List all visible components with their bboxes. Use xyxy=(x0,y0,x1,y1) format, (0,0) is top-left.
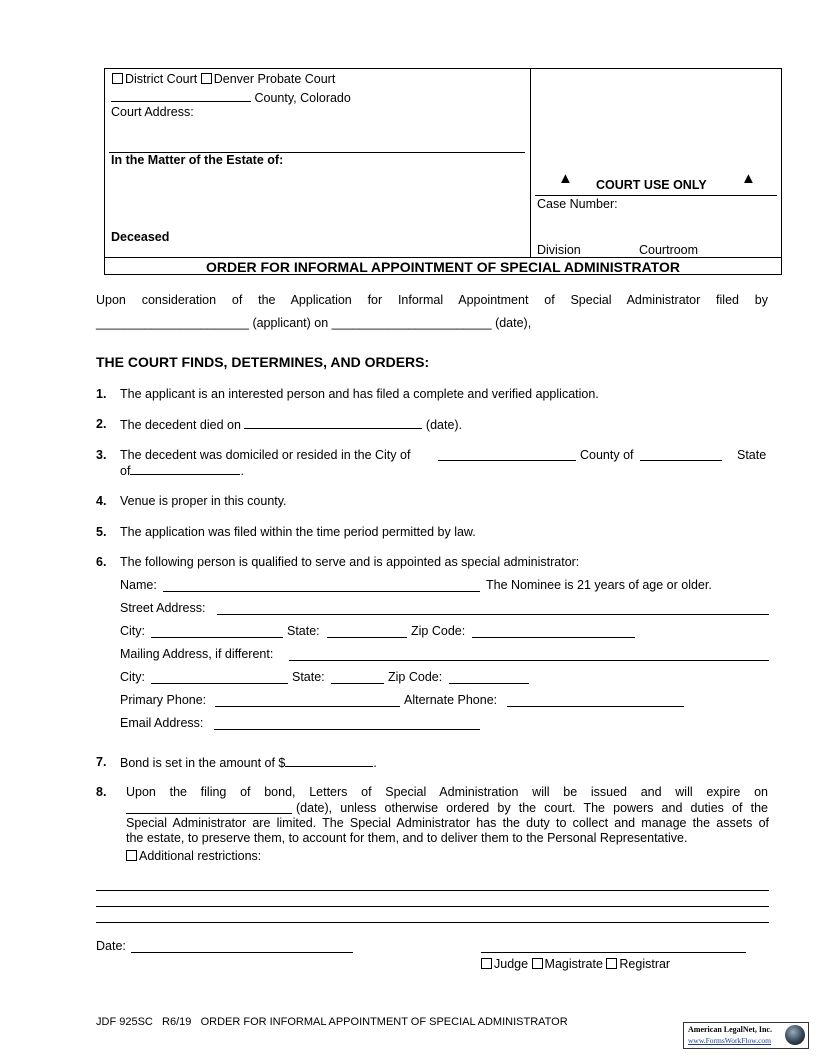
item-3-number: 3. xyxy=(96,448,107,462)
left-arrow-icon: ▲ xyxy=(558,170,573,187)
state-label: State xyxy=(737,448,767,462)
mailing-city-label: City: xyxy=(120,670,145,684)
signature-date-field[interactable] xyxy=(131,952,353,953)
restrictions-line-3[interactable] xyxy=(96,922,769,923)
item-4-number: 4. xyxy=(96,494,107,508)
courtroom-label: Courtroom xyxy=(639,243,699,257)
mailing-zip-field[interactable] xyxy=(449,683,529,684)
case-number-label: Case Number: xyxy=(537,197,618,211)
magistrate-checkbox[interactable] xyxy=(532,958,543,969)
applicant-blank[interactable]: ______________________ xyxy=(96,316,249,330)
item-7-number: 7. xyxy=(96,755,107,769)
alternate-phone-label: Alternate Phone: xyxy=(404,693,498,707)
division-label: Division xyxy=(537,243,581,257)
document-title: ORDER FOR INFORMAL APPOINTMENT OF SPECIAL ADMINISTRATOR xyxy=(206,259,680,275)
additional-restrictions-label: Additional restrictions: xyxy=(139,849,262,863)
item-5-text: The application was filed within the time period permitted by law. xyxy=(120,525,476,539)
denver-probate-court-checkbox[interactable] xyxy=(201,73,212,84)
mailing-address-field[interactable] xyxy=(289,660,769,661)
item-1-text: The applicant is an interested person and has filed a complete and verified application. xyxy=(120,387,599,401)
restrictions-line-1[interactable] xyxy=(96,890,769,891)
item-2-text: The decedent died on xyxy=(120,418,241,432)
county-field[interactable] xyxy=(111,90,251,102)
district-court-checkbox[interactable] xyxy=(112,73,123,84)
item-8-line-2: (date), unless otherwise ordered by the court. The powers and duties of the xyxy=(296,801,768,815)
denver-probate-court-label: Denver Probate Court xyxy=(213,72,336,86)
nominee-name-label: Name: xyxy=(120,578,157,592)
judge-checkbox[interactable] xyxy=(481,958,492,969)
logo-website: www.FormsWorkFlow.com xyxy=(688,1036,772,1045)
street-address-label: Street Address: xyxy=(120,601,206,615)
date-label: Date: xyxy=(96,939,126,953)
form-id: JDF 925SC xyxy=(96,1016,153,1028)
form-revision: R6/19 xyxy=(162,1016,192,1028)
item-3-text: The decedent was domiciled or resided in the City of xyxy=(120,448,411,462)
item-2-date-label: (date). xyxy=(425,418,463,432)
primary-phone-label: Primary Phone: xyxy=(120,693,207,707)
zip-field[interactable] xyxy=(472,637,635,638)
deceased-label: Deceased xyxy=(111,230,170,244)
item-3-period: . xyxy=(240,464,244,478)
logo-company-name: American LegalNet, Inc. xyxy=(688,1025,772,1034)
state-field-label: State: xyxy=(287,624,320,638)
mailing-state-label: State: xyxy=(292,670,325,684)
court-use-only-label: COURT USE ONLY xyxy=(596,178,707,192)
registrar-checkbox[interactable] xyxy=(606,958,617,969)
city-field[interactable] xyxy=(151,637,283,638)
registrar-label: Registrar xyxy=(619,957,671,971)
domicile-city-field[interactable] xyxy=(438,449,576,461)
primary-phone-field[interactable] xyxy=(215,706,400,707)
date-of-death-field[interactable] xyxy=(244,417,422,429)
item-2-number: 2. xyxy=(96,417,107,431)
state-field[interactable] xyxy=(327,637,407,638)
alternate-phone-field[interactable] xyxy=(507,706,684,707)
email-address-field[interactable] xyxy=(214,729,480,730)
city-label: City: xyxy=(120,624,145,638)
intro-line-1: Upon consideration of the Application for Informal Appointment of Special Administrator filed by xyxy=(96,293,768,307)
nominee-name-field[interactable] xyxy=(163,591,480,592)
zip-label: Zip Code: xyxy=(411,624,466,638)
email-address-label: Email Address: xyxy=(120,716,204,730)
item-8-line-1: Upon the filing of bond, Letters of Special Administration will be issued and will expire on xyxy=(126,785,768,799)
magistrate-label: Magistrate xyxy=(544,957,603,971)
item-1-number: 1. xyxy=(96,387,107,401)
street-address-field[interactable] xyxy=(217,614,769,615)
county-of-label: County of xyxy=(580,448,634,462)
item-4-text: Venue is proper in this county. xyxy=(120,494,287,508)
applicant-label: (applicant) on xyxy=(252,316,329,330)
of-label: of xyxy=(120,464,131,478)
item-7-text: Bond is set in the amount of $ xyxy=(120,756,286,770)
county-colorado-label: County, Colorado xyxy=(254,91,351,105)
signature-line[interactable] xyxy=(481,952,746,953)
district-court-label: District Court xyxy=(125,72,198,86)
bond-amount-field[interactable] xyxy=(285,755,373,767)
legalnet-logo[interactable] xyxy=(683,1022,809,1049)
domicile-county-field[interactable] xyxy=(640,449,722,461)
item-8-line-4: the estate, to preserve them, to account for them, and to deliver them to the Personal Representative. xyxy=(126,831,688,845)
court-use-only-line xyxy=(535,195,777,196)
item-8-line-3: Special Administrator are limited. The Special Administrator has the duty to collect and manage the assets of xyxy=(126,816,769,830)
nominee-age-note: The Nominee is 21 years of age or older. xyxy=(486,578,712,592)
filing-date-blank[interactable]: _______________________ xyxy=(331,316,492,330)
additional-restrictions-checkbox[interactable] xyxy=(126,850,137,861)
filing-date-label: (date), xyxy=(495,316,532,330)
item-5-number: 5. xyxy=(96,525,107,539)
restrictions-line-2[interactable] xyxy=(96,906,769,907)
caption-divider-horizontal xyxy=(104,257,782,258)
footer-form-title: ORDER FOR INFORMAL APPOINTMENT OF SPECIAL ADMINISTRATOR xyxy=(200,1016,568,1028)
judge-label: Judge xyxy=(494,957,529,971)
item-6-text: The following person is qualified to serve and is appointed as special administrator: xyxy=(120,555,580,569)
right-arrow-icon: ▲ xyxy=(741,170,756,187)
item-8-number: 8. xyxy=(96,785,107,799)
mailing-city-field[interactable] xyxy=(151,683,288,684)
item-6-number: 6. xyxy=(96,555,107,569)
mailing-state-field[interactable] xyxy=(331,683,384,684)
expiration-date-field[interactable] xyxy=(126,802,292,814)
court-address-label: Court Address: xyxy=(111,105,194,119)
logo-globe-icon xyxy=(785,1025,805,1045)
domicile-state-field[interactable] xyxy=(130,463,240,475)
mailing-zip-label: Zip Code: xyxy=(388,670,443,684)
estate-of-label: In the Matter of the Estate of: xyxy=(111,153,284,167)
caption-divider-vertical xyxy=(530,68,531,258)
mailing-address-label: Mailing Address, if different: xyxy=(120,647,274,661)
findings-heading: THE COURT FINDS, DETERMINES, AND ORDERS: xyxy=(96,354,430,370)
